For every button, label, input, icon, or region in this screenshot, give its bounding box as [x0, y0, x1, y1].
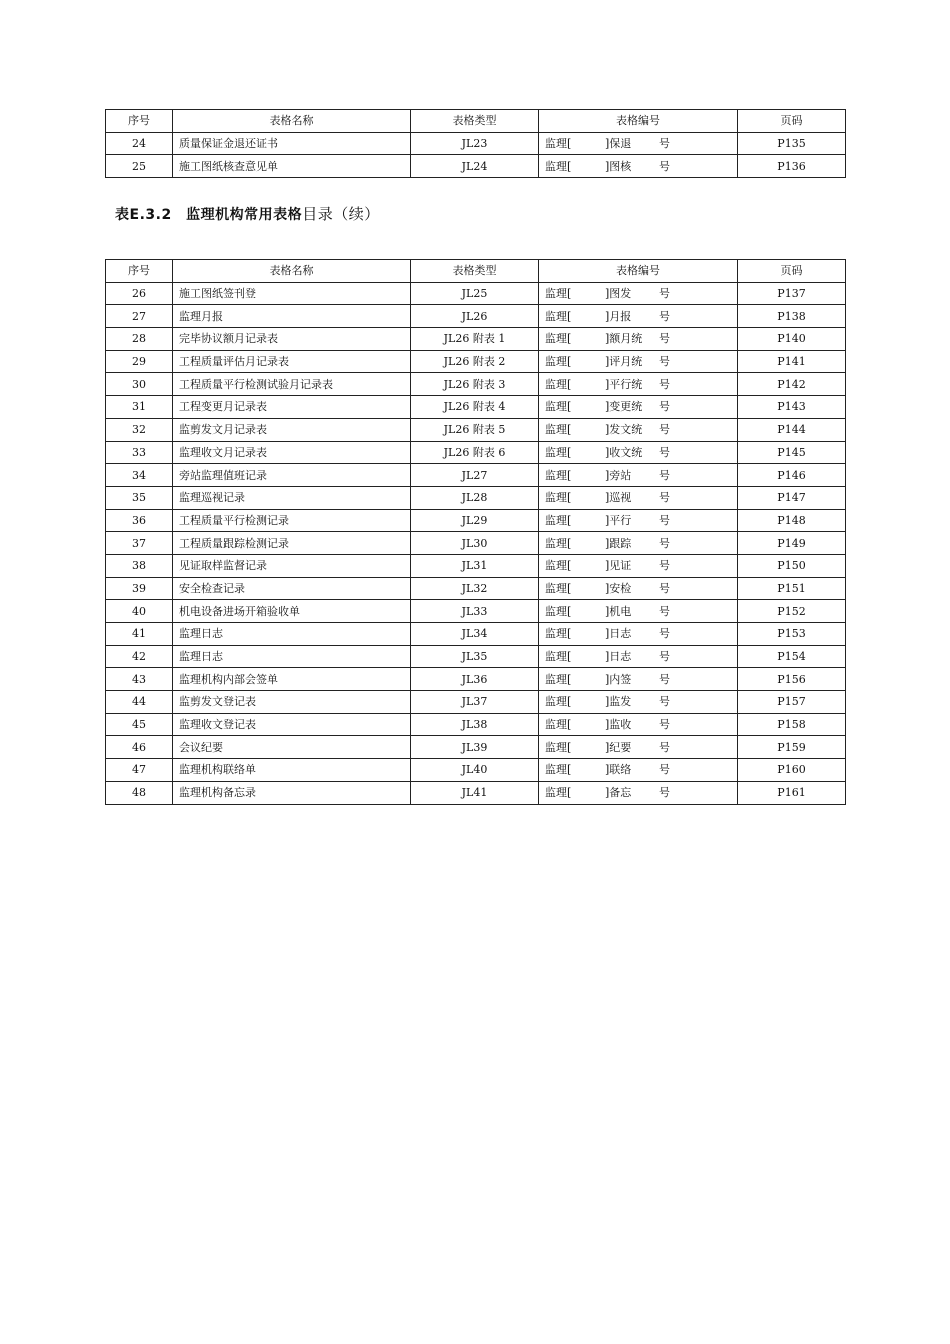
cell-name: 监理收文月记录表 [173, 441, 411, 464]
code-suffix: 号 [659, 536, 670, 550]
cell-page: P140 [738, 328, 846, 351]
code-prefix: 监理[ [545, 627, 572, 641]
table-row [106, 645, 846, 668]
cell-code [539, 282, 738, 305]
cell-name: 监理机构内部会签单 [173, 668, 411, 691]
code-label: ]发文统 [605, 423, 643, 437]
cell-type: JL33 [411, 600, 539, 623]
cell-page: P157 [738, 691, 846, 714]
cell-page: P158 [738, 713, 846, 736]
cell-name: 机电设备进场开箱验收单 [173, 600, 411, 623]
code-prefix: 监理[ [545, 786, 572, 800]
cell-no: 39 [106, 577, 173, 600]
code-prefix: 监理[ [545, 695, 572, 709]
code-prefix: 监理[ [545, 513, 572, 527]
table-caption [115, 203, 380, 224]
cell-type: JL36 [411, 668, 539, 691]
code-label: ]日志 [605, 650, 632, 664]
code-suffix: 号 [659, 159, 670, 173]
cell-no: 26 [106, 282, 173, 305]
cell-type: JL26 附表 2 [411, 350, 539, 373]
header-name: 表格名称 [173, 110, 411, 133]
table-row [106, 282, 846, 305]
table-row [106, 554, 846, 577]
cell-no: 35 [106, 486, 173, 509]
table-row [106, 464, 846, 487]
table-row [106, 736, 846, 759]
code-suffix: 号 [659, 718, 670, 732]
cell-page: P135 [738, 132, 846, 155]
cell-name: 施工图纸核查意见单 [173, 155, 411, 178]
code-suffix: 号 [659, 377, 670, 391]
cell-code [539, 600, 738, 623]
cell-type: JL32 [411, 577, 539, 600]
cell-name: 监理日志 [173, 645, 411, 668]
code-label: ]图发 [605, 287, 632, 301]
cell-type: JL23 [411, 132, 539, 155]
code-suffix: 号 [659, 604, 670, 618]
cell-type: JL25 [411, 282, 539, 305]
cell-type: JL28 [411, 486, 539, 509]
catalog-table [105, 259, 846, 805]
code-suffix: 号 [659, 695, 670, 709]
cell-page: P146 [738, 464, 846, 487]
table-row [106, 509, 846, 532]
cell-no: 47 [106, 759, 173, 782]
code-prefix: 监理[ [545, 445, 572, 459]
table-row [106, 418, 846, 441]
cell-code [539, 509, 738, 532]
cell-page: P156 [738, 668, 846, 691]
cell-name: 质量保证金退还证书 [173, 132, 411, 155]
cell-name: 工程变更月记录表 [173, 396, 411, 419]
cell-page: P159 [738, 736, 846, 759]
table-row [106, 132, 846, 155]
code-suffix: 号 [659, 309, 670, 323]
cell-no: 46 [106, 736, 173, 759]
code-label: ]额月统 [605, 332, 643, 346]
cell-type: JL30 [411, 532, 539, 555]
code-label: ]日志 [605, 627, 632, 641]
cell-page: P142 [738, 373, 846, 396]
cell-name: 施工图纸签刊登 [173, 282, 411, 305]
code-suffix: 号 [659, 468, 670, 482]
cell-page: P160 [738, 759, 846, 782]
cell-type: JL26 附表 5 [411, 418, 539, 441]
cell-page: P137 [738, 282, 846, 305]
cell-no: 41 [106, 623, 173, 646]
cell-page: P143 [738, 396, 846, 419]
code-suffix: 号 [659, 559, 670, 573]
code-label: ]评月统 [605, 355, 643, 369]
cell-type: JL39 [411, 736, 539, 759]
code-suffix: 号 [659, 445, 670, 459]
cell-code [539, 713, 738, 736]
table-row [106, 350, 846, 373]
cell-code [539, 645, 738, 668]
code-prefix: 监理[ [545, 740, 572, 754]
cell-code [539, 132, 738, 155]
header-code: 表格编号 [539, 260, 738, 283]
cell-page: P145 [738, 441, 846, 464]
cell-no: 44 [106, 691, 173, 714]
cell-code [539, 781, 738, 804]
cell-type: JL35 [411, 645, 539, 668]
header-page: 页码 [738, 110, 846, 133]
header-code: 表格编号 [539, 110, 738, 133]
cell-no: 25 [106, 155, 173, 178]
cell-no: 32 [106, 418, 173, 441]
code-suffix: 号 [659, 332, 670, 346]
code-label: ]跟踪 [605, 536, 632, 550]
cell-no: 42 [106, 645, 173, 668]
cell-page: P136 [738, 155, 846, 178]
cell-code [539, 736, 738, 759]
cell-name: 监理收文登记表 [173, 713, 411, 736]
cell-page: P152 [738, 600, 846, 623]
table-row [106, 373, 846, 396]
code-suffix: 号 [659, 581, 670, 595]
table-row [106, 155, 846, 178]
cell-type: JL37 [411, 691, 539, 714]
cell-code [539, 486, 738, 509]
code-suffix: 号 [659, 672, 670, 686]
code-label: ]收文统 [605, 445, 643, 459]
code-label: ]变更统 [605, 400, 643, 414]
cell-name: 监剪发文登记表 [173, 691, 411, 714]
table-row [106, 713, 846, 736]
header-type: 表格类型 [411, 110, 539, 133]
table-row [106, 759, 846, 782]
cell-no: 24 [106, 132, 173, 155]
header-page: 页码 [738, 260, 846, 283]
table-row [106, 396, 846, 419]
cell-code [539, 155, 738, 178]
cell-page: P149 [738, 532, 846, 555]
cell-type: JL38 [411, 713, 539, 736]
cell-name: 工程质量平行检测试验月记录表 [173, 373, 411, 396]
table-row [106, 691, 846, 714]
cell-name: 安全检查记录 [173, 577, 411, 600]
cell-code [539, 328, 738, 351]
cell-code [539, 373, 738, 396]
code-prefix: 监理[ [545, 377, 572, 391]
code-label: ]见证 [605, 559, 632, 573]
cell-type: JL26 附表 6 [411, 441, 539, 464]
cell-name: 监理巡视记录 [173, 486, 411, 509]
code-label: ]备忘 [605, 786, 632, 800]
cell-name: 监理机构备忘录 [173, 781, 411, 804]
table-row [106, 781, 846, 804]
cell-no: 30 [106, 373, 173, 396]
cell-page: P161 [738, 781, 846, 804]
code-prefix: 监理[ [545, 718, 572, 732]
code-label: ]联络 [605, 763, 632, 777]
cell-type: JL41 [411, 781, 539, 804]
header-type: 表格类型 [411, 260, 539, 283]
cell-type: JL24 [411, 155, 539, 178]
cell-name: 旁站监理值班记录 [173, 464, 411, 487]
code-prefix: 监理[ [545, 332, 572, 346]
cell-name: 见证取样监督记录 [173, 554, 411, 577]
code-label: ]纪要 [605, 740, 632, 754]
cell-code [539, 532, 738, 555]
cell-page: P141 [738, 350, 846, 373]
code-prefix: 监理[ [545, 581, 572, 595]
code-prefix: 监理[ [545, 604, 572, 618]
code-label: ]旁站 [605, 468, 632, 482]
cell-name: 监剪发文月记录表 [173, 418, 411, 441]
code-prefix: 监理[ [545, 672, 572, 686]
code-suffix: 号 [659, 423, 670, 437]
code-suffix: 号 [659, 400, 670, 414]
cell-no: 38 [106, 554, 173, 577]
cell-no: 33 [106, 441, 173, 464]
code-suffix: 号 [659, 287, 670, 301]
cell-code [539, 554, 738, 577]
table-row [106, 600, 846, 623]
cell-type: JL26 附表 1 [411, 328, 539, 351]
cell-code [539, 441, 738, 464]
code-label: ]内签 [605, 672, 632, 686]
code-suffix: 号 [659, 786, 670, 800]
cell-no: 40 [106, 600, 173, 623]
cell-no: 28 [106, 328, 173, 351]
caption-main: 表E.3.2 监理机构常用表格 [115, 207, 303, 223]
cell-page: P138 [738, 305, 846, 328]
cell-type: JL26 附表 3 [411, 373, 539, 396]
code-suffix: 号 [659, 763, 670, 777]
code-suffix: 号 [659, 491, 670, 505]
code-suffix: 号 [659, 137, 670, 151]
code-suffix: 号 [659, 650, 670, 664]
cell-page: P154 [738, 645, 846, 668]
cell-no: 36 [106, 509, 173, 532]
cell-name: 监理机构联络单 [173, 759, 411, 782]
cell-code [539, 396, 738, 419]
code-label: ]巡视 [605, 491, 632, 505]
table-row [106, 532, 846, 555]
cell-code [539, 350, 738, 373]
table-row [106, 577, 846, 600]
code-label: ]月报 [605, 309, 632, 323]
cell-code [539, 623, 738, 646]
cell-page: P150 [738, 554, 846, 577]
code-prefix: 监理[ [545, 763, 572, 777]
table-row [106, 328, 846, 351]
code-prefix: 监理[ [545, 287, 572, 301]
cell-no: 48 [106, 781, 173, 804]
cell-code [539, 305, 738, 328]
cell-type: JL29 [411, 509, 539, 532]
cell-page: P151 [738, 577, 846, 600]
code-label: ]图核 [605, 159, 632, 173]
code-prefix: 监理[ [545, 559, 572, 573]
table-row [106, 668, 846, 691]
cell-page: P148 [738, 509, 846, 532]
header-name: 表格名称 [173, 260, 411, 283]
cell-name: 会议纪要 [173, 736, 411, 759]
catalog-table-continued [105, 109, 846, 178]
cell-name: 工程质量跟踪检测记录 [173, 532, 411, 555]
header-no: 序号 [106, 110, 173, 133]
table-header-row [106, 110, 846, 133]
code-label: ]监发 [605, 695, 632, 709]
code-suffix: 号 [659, 740, 670, 754]
cell-name: 工程质量评估月记录表 [173, 350, 411, 373]
cell-page: P144 [738, 418, 846, 441]
cell-type: JL34 [411, 623, 539, 646]
code-label: ]监收 [605, 718, 632, 732]
cell-code [539, 759, 738, 782]
table-header-row [106, 260, 846, 283]
cell-page: P147 [738, 486, 846, 509]
code-prefix: 监理[ [545, 355, 572, 369]
cell-type: JL26 附表 4 [411, 396, 539, 419]
cell-type: JL40 [411, 759, 539, 782]
code-prefix: 监理[ [545, 159, 572, 173]
code-prefix: 监理[ [545, 137, 572, 151]
code-suffix: 号 [659, 513, 670, 527]
cell-no: 34 [106, 464, 173, 487]
cell-no: 37 [106, 532, 173, 555]
cell-no: 27 [106, 305, 173, 328]
table-row [106, 486, 846, 509]
cell-name: 工程质量平行检测记录 [173, 509, 411, 532]
cell-code [539, 418, 738, 441]
cell-code [539, 691, 738, 714]
code-prefix: 监理[ [545, 491, 572, 505]
cell-page: P153 [738, 623, 846, 646]
table-row [106, 623, 846, 646]
table-row [106, 305, 846, 328]
table-row [106, 441, 846, 464]
code-suffix: 号 [659, 627, 670, 641]
code-suffix: 号 [659, 355, 670, 369]
code-prefix: 监理[ [545, 650, 572, 664]
code-prefix: 监理[ [545, 468, 572, 482]
code-label: ]保退 [605, 137, 632, 151]
code-label: ]平行 [605, 513, 632, 527]
cell-code [539, 577, 738, 600]
cell-type: JL26 [411, 305, 539, 328]
code-prefix: 监理[ [545, 309, 572, 323]
cell-no: 43 [106, 668, 173, 691]
cell-code [539, 668, 738, 691]
code-prefix: 监理[ [545, 423, 572, 437]
code-label: ]机电 [605, 604, 632, 618]
cell-no: 45 [106, 713, 173, 736]
cell-no: 29 [106, 350, 173, 373]
caption-tail: 目录（续） [302, 205, 380, 223]
code-label: ]平行统 [605, 377, 643, 391]
cell-name: 监理日志 [173, 623, 411, 646]
cell-type: JL27 [411, 464, 539, 487]
code-prefix: 监理[ [545, 536, 572, 550]
cell-no: 31 [106, 396, 173, 419]
cell-type: JL31 [411, 554, 539, 577]
header-no: 序号 [106, 260, 173, 283]
cell-name: 完毕协议额月记录表 [173, 328, 411, 351]
code-prefix: 监理[ [545, 400, 572, 414]
cell-code [539, 464, 738, 487]
code-label: ]安检 [605, 581, 632, 595]
cell-name: 监理月报 [173, 305, 411, 328]
